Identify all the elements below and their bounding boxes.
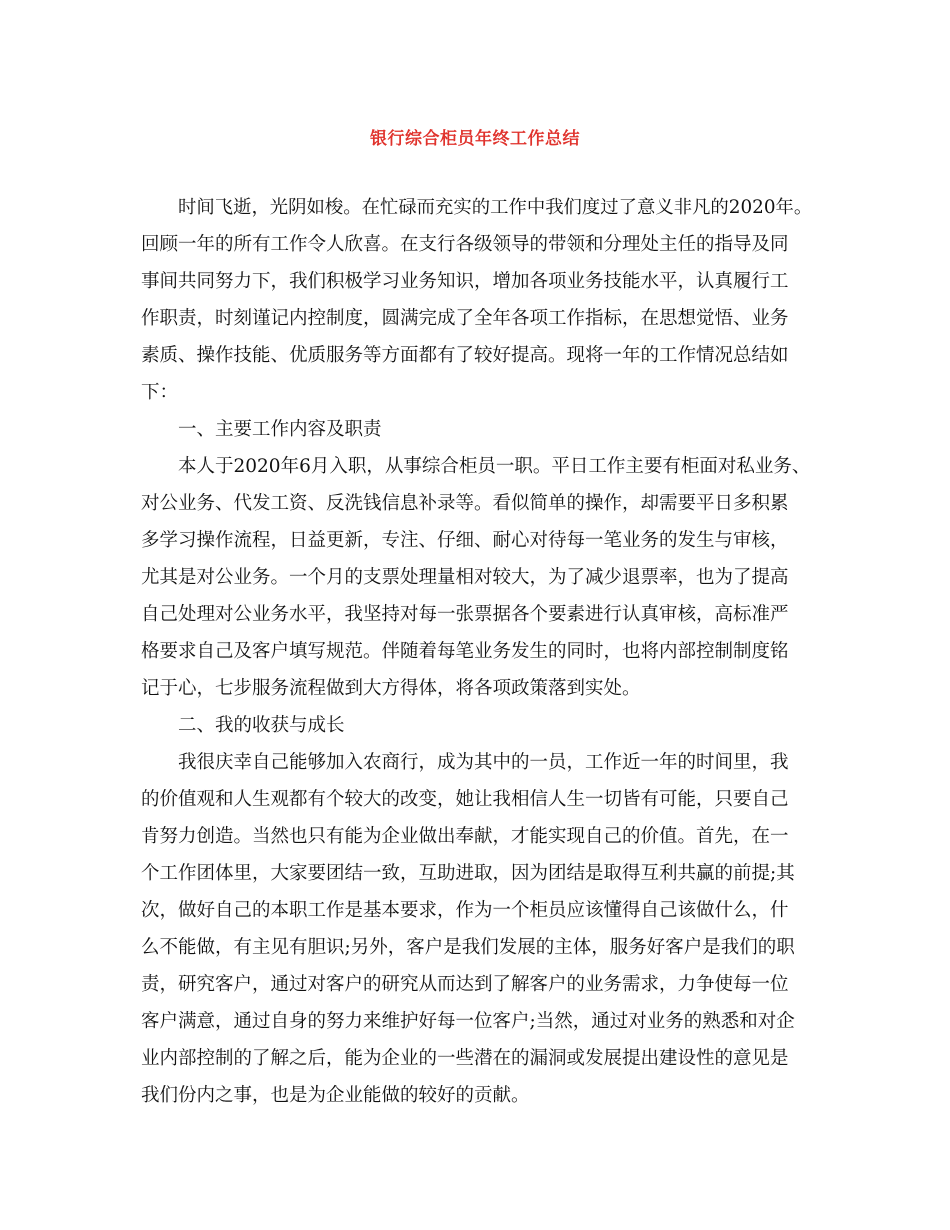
body-line: 本人于2020年6月入职，从事综合柜员一职。平日工作主要有柜面对私业务、 (178, 456, 811, 477)
body-line: 时间飞逝，光阴如梭。在忙碌而充实的工作中我们度过了意义非凡的2020年。 (178, 197, 813, 218)
body-line: 作职责，时刻谨记内控制度，圆满完成了全年各项工作指标，在思想觉悟、业务 (141, 308, 789, 329)
document-title: 银行综合柜员年终工作总结 (370, 129, 580, 149)
body-line: 个工作团体里，大家要团结一致，互助进取，因为团结是取得互利共赢的前提;其 (141, 863, 795, 884)
body-line: 我很庆幸自己能够加入农商行，成为其中的一员，工作近一年的时间里，我 (178, 752, 789, 773)
body-line: 事间共同努力下，我们积极学习业务知识，增加各项业务技能水平，认真履行工 (141, 271, 789, 292)
body-line: 么不能做，有主见有胆识;另外，客户是我们发展的主体，服务好客户是我们的职 (141, 937, 795, 958)
body-line: 我们份内之事，也是为企业能做的较好的贡献。 (141, 1085, 530, 1106)
body-line: 对公业务、代发工资、反洗钱信息补录等。看似简单的操作，却需要平日多积累 (141, 493, 789, 514)
body-line: 客户满意，通过自身的努力来维护好每一位客户;当然，通过对业务的熟悉和对企 (141, 1011, 795, 1032)
body-line: 尤其是对公业务。一个月的支票处理量相对较大，为了减少退票率，也为了提高 (141, 567, 789, 588)
body-line: 格要求自己及客户填写规范。伴随着每笔业务发生的同时，也将内部控制制度铭 (141, 641, 789, 662)
body-line: 自己处理对公业务水平，我坚持对每一张票据各个要素进行认真审核，高标准严 (141, 604, 789, 625)
body-line: 业内部控制的了解之后，能为企业的一些潜在的漏洞或发展提出建设性的意见是 (141, 1048, 789, 1069)
body-line: 下： (141, 382, 179, 403)
body-line: 记于心，七步服务流程做到大方得体，将各项政策落到实处。 (141, 678, 641, 699)
section-heading: 二、我的收获与成长 (178, 715, 345, 736)
body-line: 回顾一年的所有工作令人欣喜。在支行各级领导的带领和分理处主任的指导及同 (141, 234, 789, 255)
body-line: 素质、操作技能、优质服务等方面都有了较好提高。现将一年的工作情况总结如 (141, 345, 789, 366)
body-line: 肯努力创造。当然也只有能为企业做出奉献，才能实现自己的价值。首先，在一 (141, 826, 789, 847)
body-line: 责，研究客户，通过对客户的研究从而达到了解客户的业务需求，力争使每一位 (141, 974, 789, 995)
section-heading: 一、主要工作内容及职责 (178, 419, 382, 440)
body-line: 多学习操作流程，日益更新，专注、仔细、耐心对待每一笔业务的发生与审核， (141, 530, 789, 551)
body-line: 次，做好自己的本职工作是基本要求，作为一个柜员应该懂得自己该做什么，什 (141, 900, 789, 921)
body-line: 的价值观和人生观都有个较大的改变，她让我相信人生一切皆有可能，只要自己 (141, 789, 789, 810)
